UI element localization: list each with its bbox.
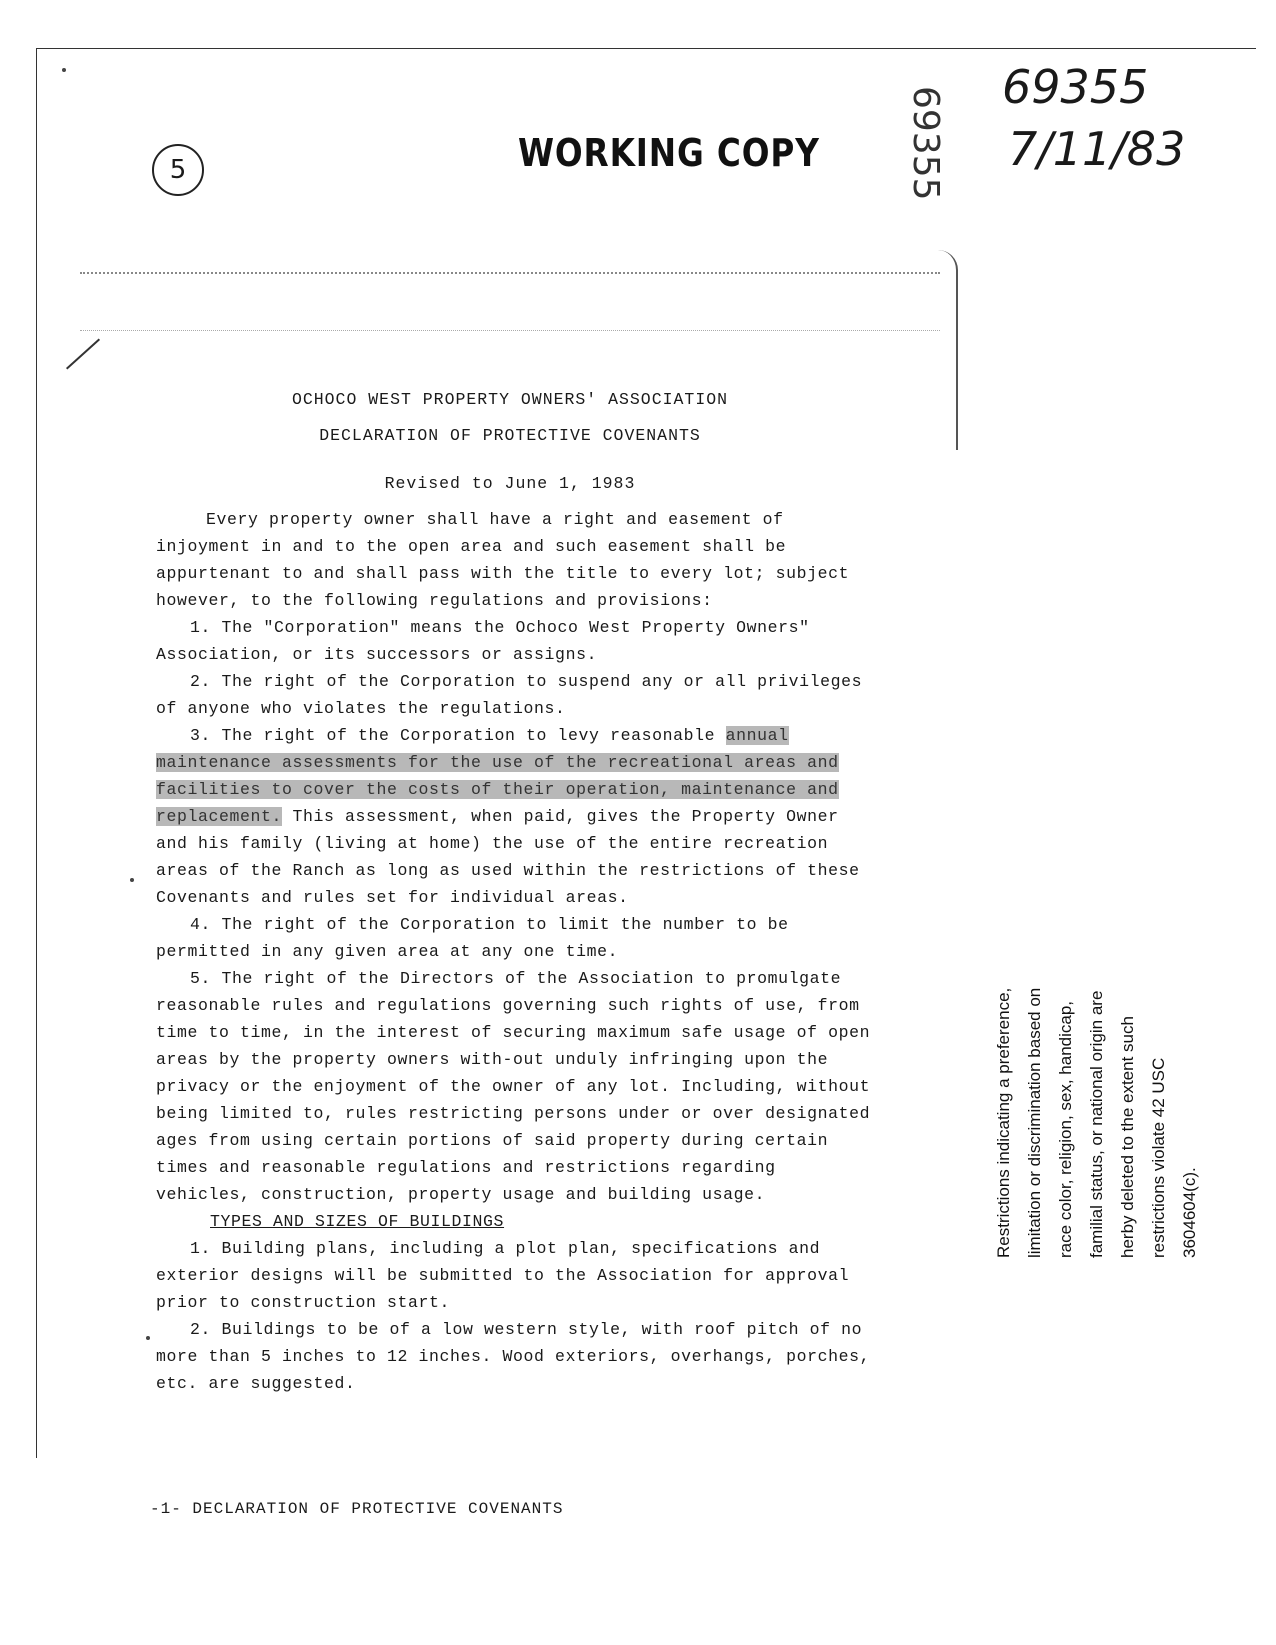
covenant-body — [156, 506, 876, 1397]
notice-line: herby deleted to the extent such — [1118, 1016, 1137, 1258]
scan-artifact-line — [80, 330, 940, 331]
item-3-start: 3. The right of the Corporation to levy reasonable — [190, 726, 716, 745]
building-item-1: 1. Building plans, including a plot plan, specifications and exterior designs will be submitted to the Association for approval prior to construction start. — [156, 1239, 850, 1312]
covenant-item-4: 4. The right of the Corporation to limit the number to be permitted in any given area at any one time. — [156, 915, 789, 961]
notice-line: familial status, or national origin are — [1087, 990, 1106, 1258]
margin-bracket — [938, 250, 958, 450]
notice-line: 3604604(c). — [1180, 1167, 1199, 1258]
notice-line: limitation or discrimination based on — [1025, 987, 1044, 1258]
page-border-left — [36, 48, 37, 1458]
working-copy-stamp: WORKING COPY — [518, 131, 820, 175]
handwritten-file-number: 69355 — [1002, 60, 1149, 114]
notice-line: Restrictions indicating a preference, — [994, 987, 1013, 1258]
page-border-top — [36, 48, 1256, 49]
building-item-2: 2. Buildings to be of a low western style, with roof pitch of no more than 5 inches to 12 inches. Wood exteriors, overhangs, porches, etc. are suggested. — [156, 1320, 871, 1393]
page-footer: -1- DECLARATION OF PROTECTIVE COVENANTS — [150, 1500, 564, 1518]
covenant-item-3 — [156, 722, 876, 911]
document-title: DECLARATION OF PROTECTIVE COVENANTS — [319, 426, 701, 445]
covenant-item-2: 2. The right of the Corporation to suspend any or all privileges of anyone who violates the regulations. — [156, 672, 863, 718]
covenant-item-5: 5. The right of the Directors of the Association to promulgate reasonable rules and regulations governing such rights of use, from time to time, in the interest of securing maximum safe usage of open areas by the property owners with-out unduly infringing upon the privacy or the enjoyment of the owner of any lot. Including, without being limited to, rules restricting persons under or over designated ages from using certain portions of said property during certain times and reasonable regulations and restrictions regarding vehicles, construction, property usage and building usage. — [156, 969, 871, 1204]
covenant-item-1: 1. The "Corporation" means the Ochoco West Property Owners" Association, or its successors or assigns. — [156, 618, 810, 664]
intro-paragraph: Every property owner shall have a right and easement of injoyment in and to the open area and such easement shall be appurtenant to and shall pass with the title to every lot; subject however, to the following regulations and provisions: — [156, 510, 850, 610]
item-3-struck-text: annual maintenance assessments for the use of the recreational areas and facilities to cover the costs of their operation, maintenance and replacement. — [156, 726, 839, 826]
handwritten-file-date: 7/11/83 — [1008, 122, 1186, 176]
scan-speck — [146, 1336, 150, 1340]
item-3-end: This assessment, when paid, gives the Property Owner and his family (living at home) the use of the entire recreation areas of the Ranch as long as used within the restrictions of these Covenants and rules set for individual areas. — [156, 807, 860, 907]
circled-page-number: 5 — [152, 144, 204, 196]
section-title: TYPES AND SIZES OF BUILDINGS — [210, 1212, 505, 1231]
scan-artifact-line — [80, 272, 940, 274]
discrimination-notice-stamp — [988, 898, 1205, 1258]
revision-date: Revised to June 1, 1983 — [384, 474, 636, 493]
vertical-file-number: 69355 — [905, 86, 946, 201]
margin-mark — [66, 339, 100, 370]
scan-speck — [62, 68, 66, 72]
scan-speck — [130, 878, 134, 882]
notice-line: race color, religion, sex, handicap, — [1056, 1000, 1075, 1258]
notice-line: restrictions violate 42 USC — [1149, 1057, 1168, 1258]
association-heading: OCHOCO WEST PROPERTY OWNERS' ASSOCIATION — [291, 390, 729, 409]
